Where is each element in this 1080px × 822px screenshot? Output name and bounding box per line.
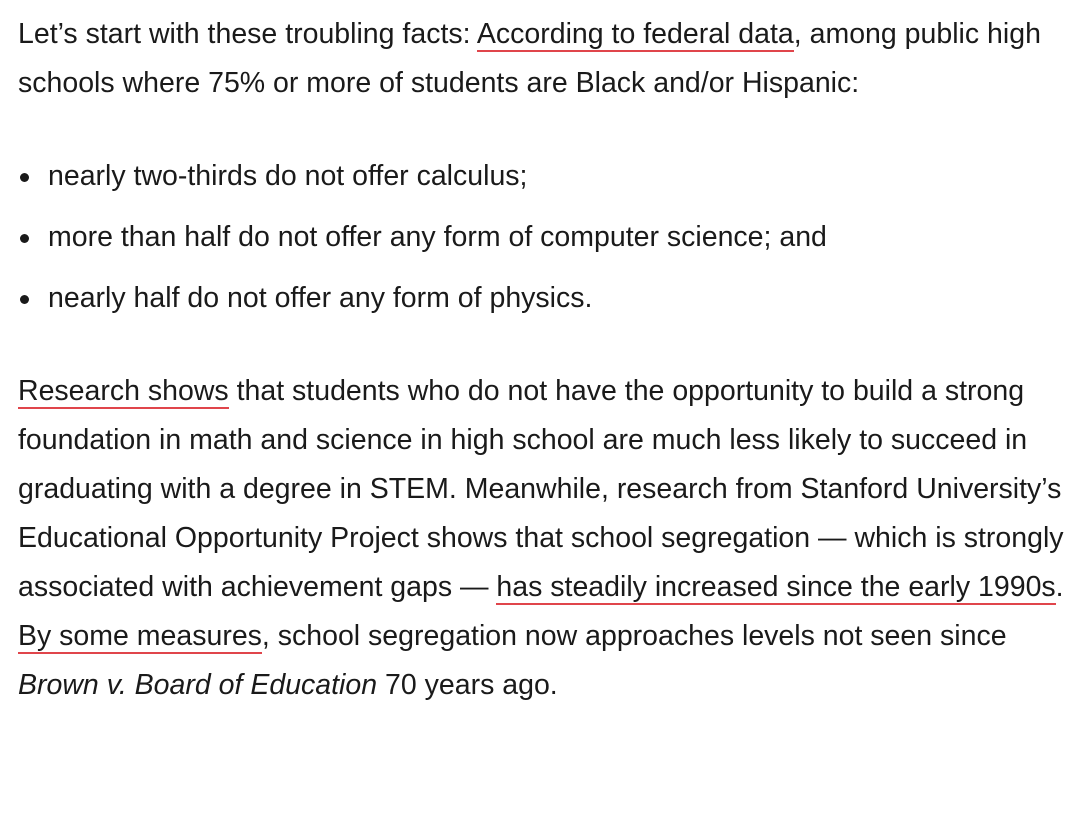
- paragraph-text: , among public high schools where 75% or more of students are Black and/or Hispanic:: [18, 18, 1041, 99]
- article-body: [18, 10, 1068, 710]
- paragraph-research: [18, 367, 1068, 710]
- by-some-measures-link[interactable]: By some measures: [18, 620, 262, 652]
- facts-list: [18, 146, 1068, 329]
- research-shows-link[interactable]: Research shows: [18, 375, 229, 407]
- bullet-icon: [20, 295, 29, 304]
- paragraph-text: 70 years ago.: [377, 669, 558, 701]
- list-item-text: more than half do not offer any form of computer science; and: [48, 221, 827, 253]
- federal-data-link[interactable]: According to federal data: [476, 18, 794, 50]
- paragraph-text: that students who do not have the opportunity to build a strong foundation in math and science in high school are much less likely to succeed in graduating with a degree in STEM. Meanwhile, research from Stanford University’s Educational Opportunity Project shows that school segregation — which is strongly associated with achievement gaps —: [18, 375, 1064, 603]
- segregation-increased-link[interactable]: has steadily increased since the early 1990s: [496, 571, 1056, 603]
- list-item: [18, 207, 1068, 268]
- bullet-icon: [20, 173, 29, 182]
- paragraph-text: Let’s start with these troubling facts:: [18, 18, 477, 50]
- list-item: [18, 268, 1068, 329]
- list-item-text: nearly half do not offer any form of physics.: [48, 282, 593, 314]
- paragraph-text: .: [1055, 571, 1064, 603]
- list-item: [18, 146, 1068, 207]
- case-name-italic: Brown v. Board of Education: [18, 669, 378, 701]
- paragraph-text: , school segregation now approaches levels not seen since: [261, 620, 1007, 652]
- paragraph-troubling-facts: [18, 10, 1068, 108]
- bullet-icon: [20, 234, 29, 243]
- list-item-text: nearly two-thirds do not offer calculus;: [48, 160, 528, 192]
